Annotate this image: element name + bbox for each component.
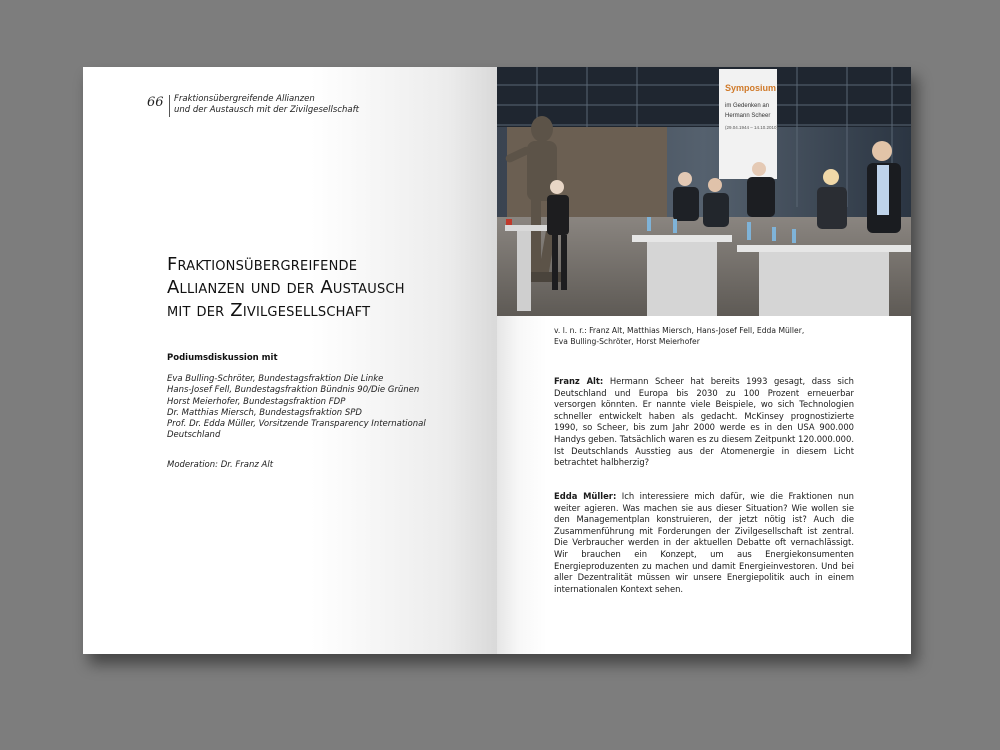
banner-text: im Gedenken an (725, 103, 770, 109)
speech-paragraph (554, 376, 854, 469)
photo-illustration (497, 67, 911, 316)
panel-discussion-photo (497, 67, 911, 316)
participant-item: Hans-Josef Fell, Bundestagsfraktion Bündnis 90/Die Grünen (167, 385, 420, 396)
banner-text: Hermann Scheer (725, 113, 771, 119)
participant-item: Deutschland (167, 430, 221, 441)
participant-item: Horst Meierhofer, Bundestagsfraktion FDP (167, 396, 346, 407)
photo-caption-line: v. l. n. r.: Franz Alt, Matthias Miersch, Hans-Josef Fell, Edda Müller, (554, 326, 805, 335)
running-head-divider (169, 95, 170, 117)
participant-item: Eva Bulling-Schröter, Bundestagsfraktion Die Linke (167, 374, 384, 384)
speech-text: Ich interessiere mich dafür, wie die Fraktionen nun weiter agieren. Was machen sie aus dieser Situation? Wie wollen sie den Managementplan konstruieren, der jetzt nötig ist? Auch die Zusammenführung mit Forderungen der Zivilgesellschaft ist zentral. Die Verbraucher werden in der aktuellen Debatte oft vernachlässigt. Wir brauchen ein Konzept, um aus Energiekonsumenten Energieproduzenten zu machen und damit Energieinvestoren. Und bei aller Dezentralität müssen wir unsere Energiepolitik auch in einem internationalen Kontext sehen. (554, 491, 854, 594)
page-number: 66 (147, 95, 164, 110)
photo-caption (554, 325, 854, 347)
panel-subheading: Podiumsdiskussion mit (167, 353, 278, 363)
participant-item: Dr. Matthias Miersch, Bundestagsfraktion SPD (167, 407, 362, 418)
banner-text: (29.04.1944 – 14.10.2010) (725, 125, 779, 130)
speech-text: Hermann Scheer hat bereits 1993 gesagt, dass sich Deutschland und Europa bis 2030 zu 100 Prozent erneuerbar versorgen könnten. Er nannte viele Beispiele, wo sich Technologien schneller entwickelt haben als gedacht. McKinsey prognostizierte 1990, so Scheer, bis zum Jahr 2000 werde es in den USA 900.000 Handys geben. Tatsächlich waren es zu diesem Zeitpunkt 120.000.000. Ist Deutschlands Ausstieg aus der Atomenergie in diesem Licht betrachtet halbherzig? (554, 376, 854, 468)
participant-list (167, 374, 447, 442)
book-spread (83, 67, 911, 654)
participant-item: Prof. Dr. Edda Müller, Vorsitzende Transparency International (167, 419, 426, 430)
left-page (83, 67, 497, 654)
chapter-title-line: Fraktionsübergreifende (167, 254, 358, 275)
right-page (497, 67, 911, 654)
banner-text: Symposium (725, 83, 777, 93)
photo-caption-line: Eva Bulling-Schröter, Horst Meierhofer (554, 337, 700, 346)
speaker-name: Franz Alt: (554, 376, 604, 386)
chapter-title-line: Allianzen und der Austausch (167, 277, 405, 298)
speech-paragraph (554, 491, 854, 595)
moderation-line: Moderation: Dr. Franz Alt (167, 460, 274, 470)
chapter-title-line: mit der Zivilgesellschaft (167, 300, 371, 321)
speaker-name: Edda Müller: (554, 491, 617, 501)
running-head-text: Fraktionsübergreifende Allianzen und der Austausch mit der Zivilgesellschaft (174, 94, 359, 115)
chapter-title (167, 253, 467, 322)
